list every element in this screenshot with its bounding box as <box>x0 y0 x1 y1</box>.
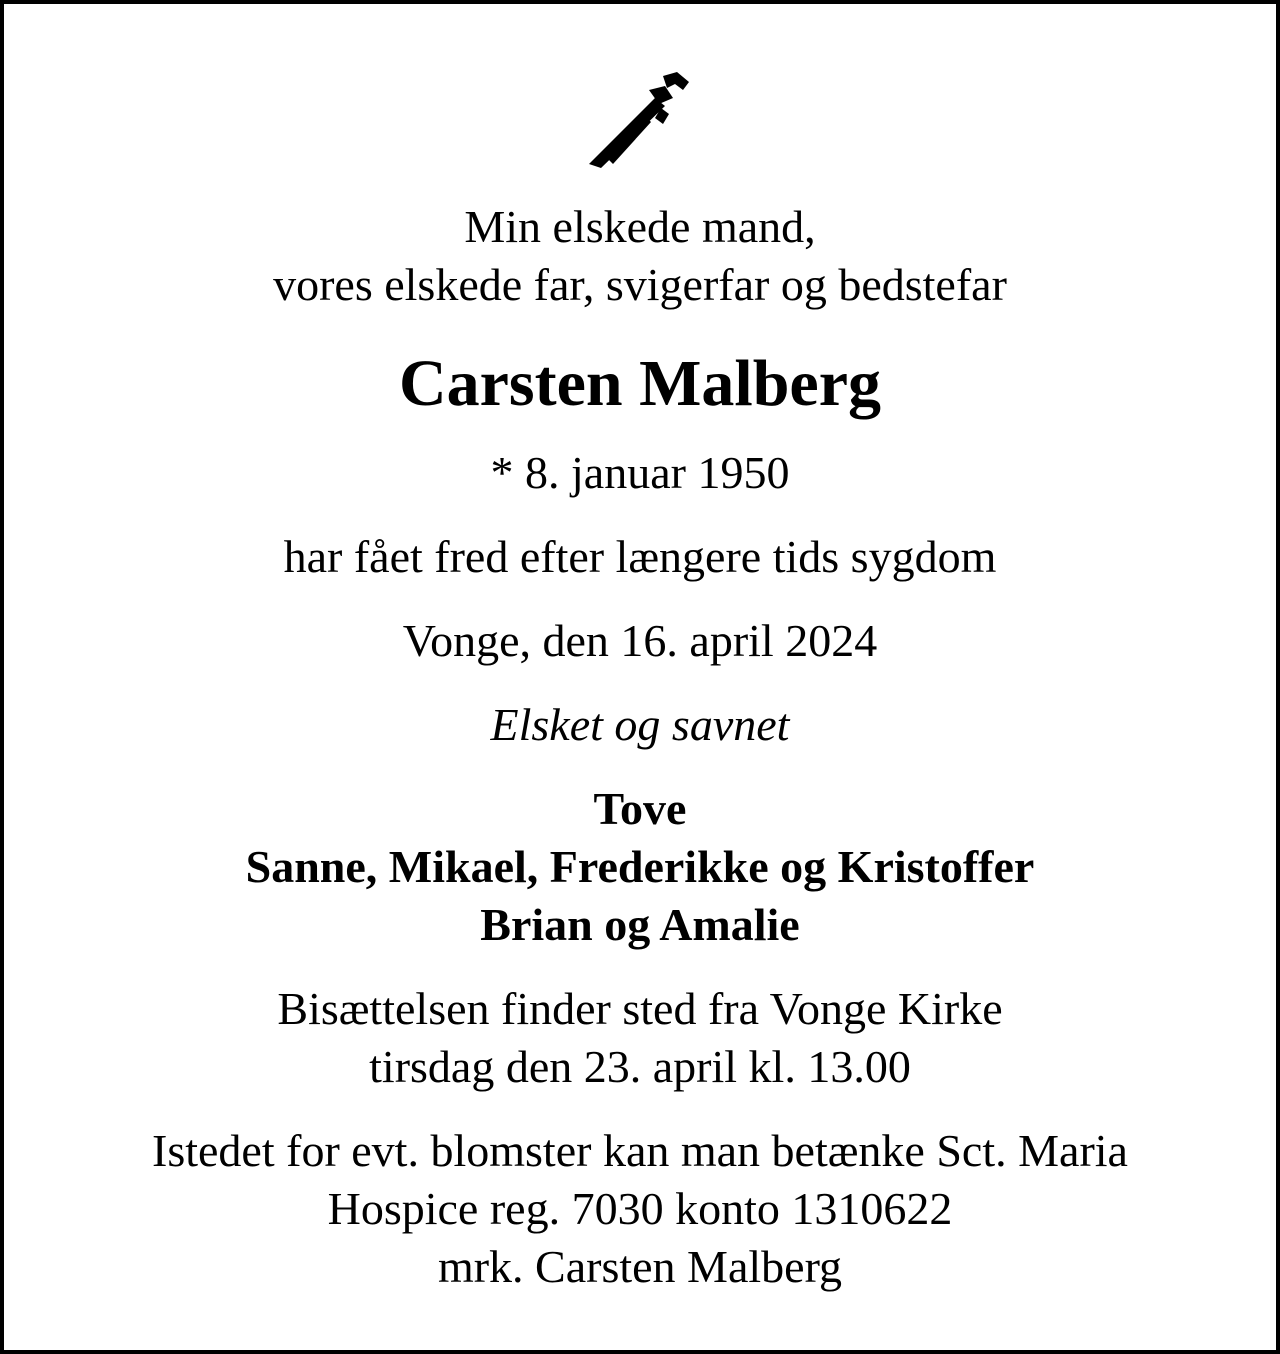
family-line-1: Tove <box>593 783 687 834</box>
tagline: Elsket og savnet <box>490 699 790 750</box>
place-and-date: Vonge, den 16. april 2024 <box>402 615 878 666</box>
intro-line-2: vores elskede far, svigerfar og bedstefar <box>273 259 1007 310</box>
donation-line-1: Istedet for evt. blomster kan man betænke Sct. Maria <box>152 1125 1128 1176</box>
donation-line-2: Hospice reg. 7030 konto 1310622 <box>327 1183 953 1234</box>
donation-line-3: mrk. Carsten Malberg <box>437 1241 843 1292</box>
birth-date: * 8. januar 1950 <box>490 447 790 498</box>
funeral-line-2: tirsdag den 23. april kl. 13.00 <box>369 1041 911 1092</box>
funeral-line-1: Bisættelsen finder sted fra Vonge Kirke <box>277 983 1003 1034</box>
intro-line-1: Min elskede mand, <box>464 201 816 252</box>
passing-message: har fået fred efter længere tids sygdom <box>283 531 997 582</box>
pipe-wrench-icon <box>585 68 697 172</box>
family-line-2: Sanne, Mikael, Frederikke og Kristoffer <box>245 841 1035 892</box>
family-line-3: Brian og Amalie <box>480 899 800 950</box>
deceased-name: Carsten Malberg <box>398 347 882 420</box>
